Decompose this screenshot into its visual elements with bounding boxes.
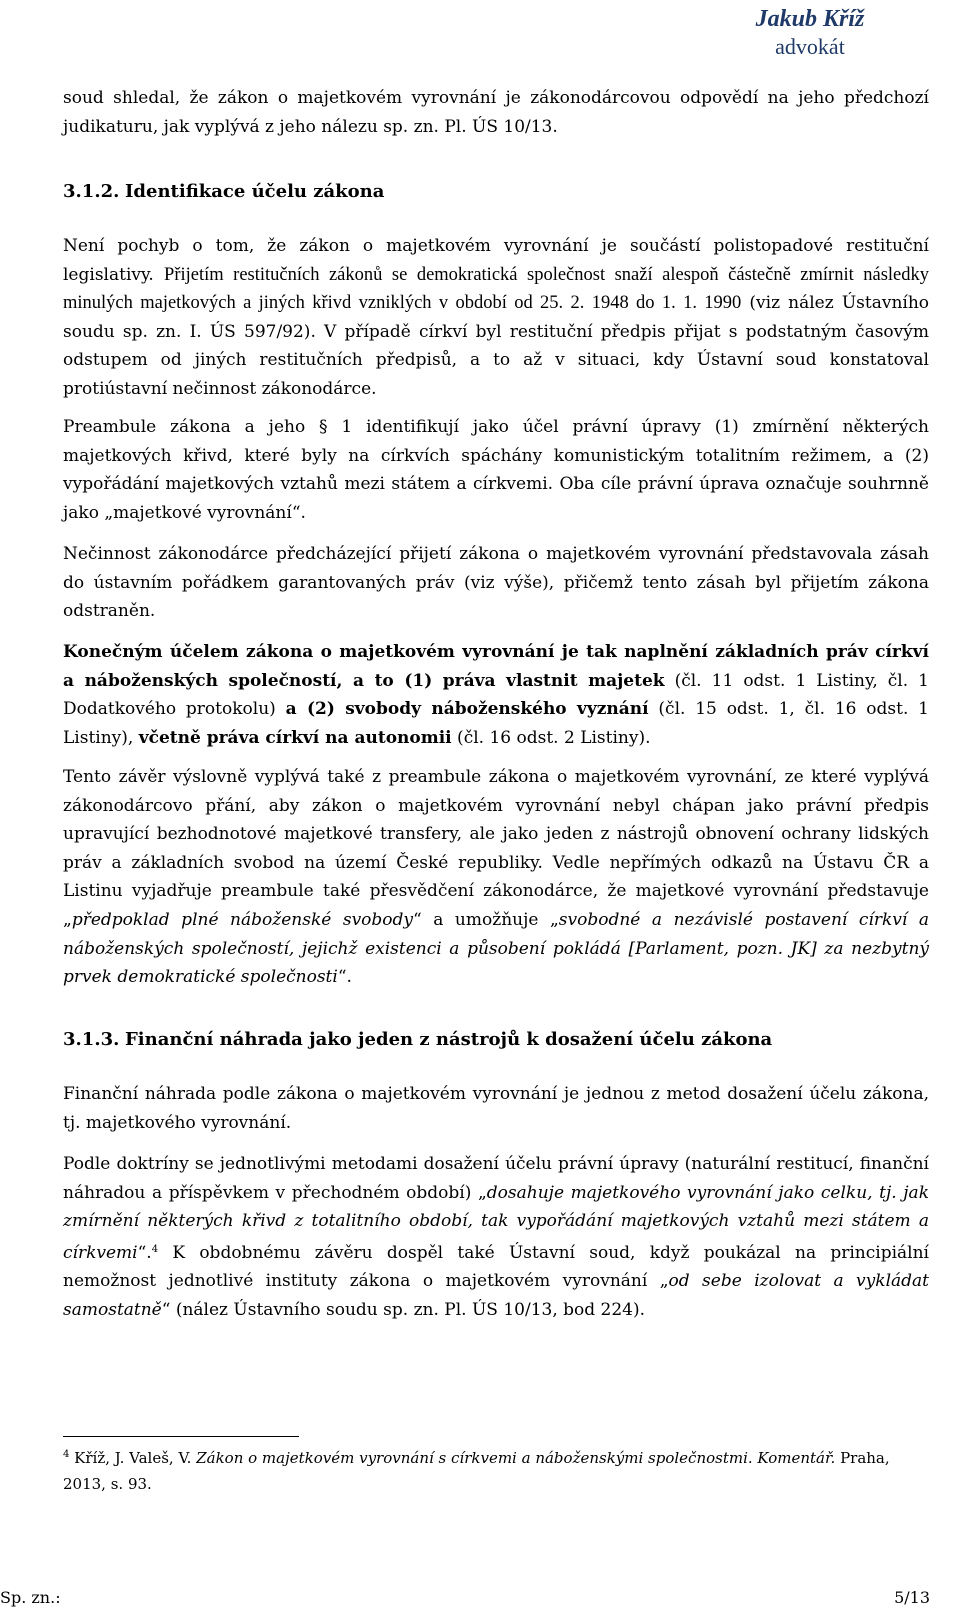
paragraph-restitution: Není pochyb o tom, že zákon o majetkovém vyrovnání je součástí polistopadové restituční legislativy. Přijetím restitučních zákonů se demokratická společnost snaží alespoň částečně zmírnit následky minulých majetkových a jiných křivd vzniklých v období od 25. 2. 1948 do 1. 1. 1990 (viz nález Ústavního soudu sp. zn. I. ÚS 597/92). V případě církví byl restituční předpis přijat s podstatným časovým odstupem od jiných restitučních předpisů, a to až v situaci, kdy Ústavní soud konstatoval protiústavní nečinnost zákonodárce. bbox=[63, 236, 930, 399]
section-title: Identifikace účelu zákona bbox=[125, 181, 385, 202]
footnote-divider bbox=[63, 1436, 299, 1437]
paragraph-doctrine: Podle doktríny se jednotlivými metodami dosažení účelu právní úpravy (naturální restitucí, finanční náhradou a příspěvkem v přechodném období) „dosahuje majetkového vyrovnání jako celku, tj. jak zmírnění některých křivd z totalitního období, tak vypořádání majetkových vztahů mezi státem a církvemi“.$^4$ K obdobnému závěru dospěl také Ústavní soud, když poukázal na principiální nemožnost jednotlivé instituty zákona o majetkovém vyrovnání „od sebe izolovat a vykládat samostatně“ (nález Ústavního soudu sp. zn. Pl. ÚS 10/13, bod 224). bbox=[63, 1154, 929, 1320]
paragraph-inaction: Nečinnost zákonodárce předcházející přijetí zákona o majetkovém vyrovnání představovala zásah do ústavním pořádkem garantovaných práv (viz výše), přičemž tento zásah byl přijetím zákona odstraněn. bbox=[63, 544, 929, 622]
letterhead bbox=[720, 4, 900, 60]
section-number: 3.1.3. bbox=[63, 1029, 120, 1050]
paragraph-conclusion: Tento závěr výslovně vyplývá také z preambule zákona o majetkovém vyrovnání, ze které vyplývá zákonodárcovo přání, aby zákon o majetkovém vyrovnání nebyl chápan jako právní předpis upravující bezhodnotové majetkové transfery, ale jako jeden z nástrojů obnovení ochrany lidských práv a základních svobod na území České republiky. Vedle nepřímých odkazů na Ústavu ČR a Listinu vyjadřuje preambule také přesvědčení zákonodárce, že majetkové vyrovnání představuje „předpoklad plné náboženské svobody“ a umožňuje „svobodné a nezávislé postavení církví a náboženských společností, jejichž existenci a působení pokládá [Parlament, pozn. JK] za nezbytný prvek demokratické společnosti“. bbox=[63, 767, 929, 988]
page-number: 5/13 bbox=[894, 1588, 930, 1607]
section-number: 3.1.2. bbox=[63, 181, 120, 202]
case-number-label: Sp. zn.: bbox=[0, 1588, 61, 1607]
section-title: Finanční náhrada jako jeden z nástrojů k dosažení účelu zákona bbox=[125, 1029, 773, 1050]
section-heading-3-1-3 bbox=[63, 1026, 772, 1054]
paragraph-top: soud shledal, že zákon o majetkovém vyrovnání je zákonodárcovou odpovědí na jeho předchozí judikaturu, jak vyplývá z jeho nálezu sp. zn. Pl. ÚS 10/13. bbox=[63, 88, 929, 137]
author-name: Jakub Kříž bbox=[755, 6, 865, 32]
footnote-reference[interactable]: 4 bbox=[151, 1243, 159, 1255]
footnote: $^4$ Kříž, J. Valeš, V. Zákon o majetkovém vyrovnání s církvemi a náboženskými společnostmi. Komentář. Praha, 2013, s. 93. bbox=[63, 1449, 890, 1493]
paragraph-preamble: Preambule zákona a jeho § 1 identifikují jako účel právní úpravy (1) zmírnění některých majetkových křivd, které byly na církvích spáchány komunistickým totalitním režimem, a (2) vypořádání majetkových vztahů mezi státem a církvemi. Oba cíle právní úprava označuje souhrnně jako „majetkové vyrovnání“. bbox=[63, 417, 929, 523]
section-heading-3-1-2 bbox=[63, 178, 384, 206]
footnote-number: 4 bbox=[63, 1449, 70, 1460]
paragraph-financial-compensation: Finanční náhrada podle zákona o majetkovém vyrovnání je jednou z metod dosažení účelu zákona, tj. majetkového vyrovnání. bbox=[63, 1084, 929, 1133]
paragraph-final-purpose: Konečným účelem zákona o majetkovém vyrovnání je tak naplnění základních práv církví a náboženských společností, a to (1) práva vlastnit majetek (čl. 11 odst. 1 Listiny, čl. 1 Dodatkového protokolu) a (2) svobody náboženského vyznání (čl. 15 odst. 1, čl. 16 odst. 1 Listiny), včetně práva církví na autonomii (čl. 16 odst. 2 Listiny). bbox=[63, 642, 929, 748]
author-title: advokát bbox=[775, 34, 845, 59]
